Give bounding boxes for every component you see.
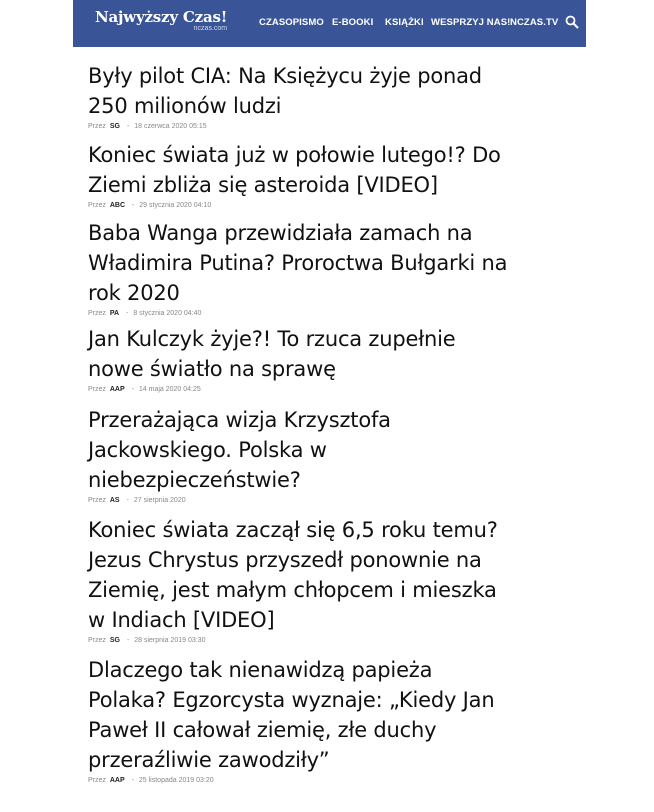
nav-item-nczas-tv[interactable]: NCZAS.TV [510, 17, 559, 28]
article-item [88, 324, 508, 393]
by-label: Przez [88, 777, 106, 784]
article-meta [88, 386, 508, 393]
nav-item-czasopismo[interactable]: CZASOPISMO [259, 17, 324, 28]
article-author[interactable]: AAP [109, 386, 125, 393]
article-item [88, 61, 508, 130]
article-meta [88, 777, 508, 784]
by-label: Przez [88, 202, 106, 209]
meta-separator: - [131, 202, 135, 209]
article-author[interactable]: AAP [109, 777, 125, 784]
article-date: 14 maja 2020 04:25 [138, 386, 201, 393]
meta-separator: - [126, 637, 130, 644]
article-title[interactable]: Koniec świata już w połowie lutego!? Do Ziemi zbliża się asteroida [VIDEO] [88, 143, 501, 197]
by-label: Przez [88, 497, 106, 504]
article-title[interactable]: Były pilot CIA: Na Księżycu żyje ponad 250 milionów ludzi [88, 64, 482, 118]
meta-separator: - [131, 777, 134, 784]
article-date: 25 listopada 2019 03:20 [138, 777, 214, 784]
article-title[interactable]: Przerażająca wizja Krzysztofa Jackowskiego. Polska w niebezpieczeństwie? [88, 408, 391, 492]
article-author[interactable]: PA [109, 310, 120, 317]
article-item [88, 218, 508, 317]
article-item [88, 405, 408, 504]
article-date: 28 sierpnia 2019 03:30 [134, 637, 206, 644]
nav-item-e-booki[interactable]: E-BOOKI [332, 17, 374, 28]
meta-separator: - [126, 123, 130, 130]
article-title[interactable]: Baba Wanga przewidziała zamach na Władimira Putina? Proroctwa Bułgarki na rok 2020 [88, 221, 508, 305]
article-title[interactable]: Koniec świata zaczął się 6,5 roku temu? Jezus Chrystus przyszedł ponownie na Ziemię, jest małym chłopcem i mieszka w Indiach [VIDEO] [88, 518, 498, 632]
article-author[interactable]: ABC [109, 202, 126, 209]
article-meta [88, 123, 508, 130]
by-label: Przez [88, 386, 106, 393]
article-date: 8 stycznia 2020 04:40 [133, 310, 202, 317]
logo-subtext: nczas.com [193, 25, 228, 32]
meta-separator: - [126, 497, 129, 504]
logo-text: Najwyższy Czas! [95, 8, 228, 26]
article-meta [88, 202, 508, 209]
article-item [88, 655, 508, 784]
article-date: 18 czerwca 2020 05:15 [134, 123, 207, 130]
nav-item-wesprzyj-nas[interactable]: WESPRZYJ NAS! [431, 17, 511, 28]
article-date: 29 stycznia 2020 04:10 [139, 202, 212, 209]
article-item [88, 515, 508, 644]
by-label: Przez [88, 123, 106, 130]
article-meta [88, 310, 508, 317]
article-author[interactable]: SG [109, 123, 120, 130]
top-navbar [73, 0, 586, 47]
nav-item-ksiazki[interactable]: KSIĄŻKI [385, 17, 424, 28]
search-icon[interactable] [565, 15, 579, 29]
article-title[interactable]: Jan Kulczyk żyje?! To rzuca zupełnie nowe światło na sprawę [88, 327, 456, 381]
article-title[interactable]: Dlaczego tak nienawidzą papieża Polaka? Egzorcysta wyznaje: „Kiedy Jan Paweł II całował ziemię, złe duchy przeraźliwie zawodziły” [88, 658, 495, 772]
meta-separator: - [126, 310, 129, 317]
article-author[interactable]: AS [109, 497, 120, 504]
article-meta [88, 637, 508, 644]
article-author[interactable]: SG [109, 637, 120, 644]
article-date: 27 sierpnia 2020 [133, 497, 186, 504]
article-item [88, 140, 508, 209]
site-logo[interactable] [95, 9, 227, 33]
article-meta [88, 497, 408, 504]
by-label: Przez [88, 310, 106, 317]
meta-separator: - [131, 386, 134, 393]
by-label: Przez [88, 637, 106, 644]
